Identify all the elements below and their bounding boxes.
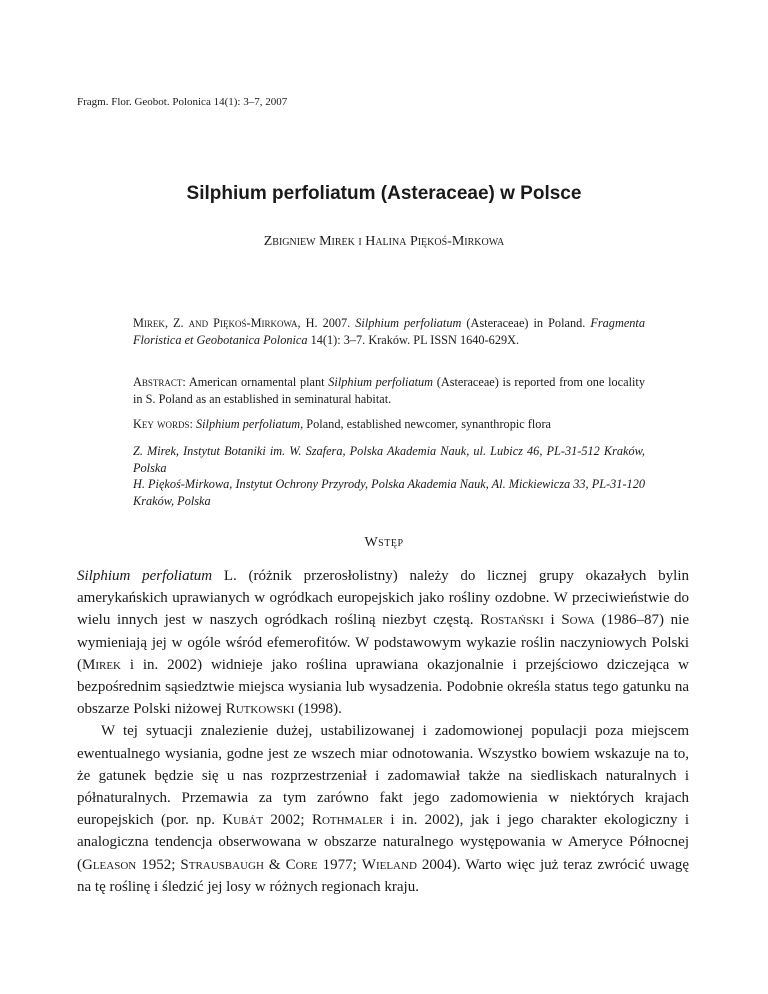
p1-t5: (1998). (294, 701, 342, 718)
p2-a4: Strausbaugh (180, 856, 264, 873)
citation-author1: Mirek (133, 316, 165, 330)
citation-author2: Piękoś-Mirkowa (213, 316, 298, 330)
author-line (0, 234, 768, 250)
p2-t2: 2002; (263, 812, 312, 829)
p2-t6: 1977; (317, 856, 362, 873)
address-2: H. Piękoś-Mirkowa, Instytut Ochrony Przyrody, Polska Akademia Nauk, Al. Mickiewicza 33, PL-31-120 Kraków, Polska (133, 477, 645, 508)
p2-a1: Kubát (222, 812, 264, 829)
keywords-label: Key words (133, 417, 190, 431)
author-join: i (354, 234, 366, 249)
abstract-species: Silphium perfoliatum (328, 375, 434, 389)
citation-journal: Fragmenta Floristica et Geobotanica Polonica (133, 316, 645, 347)
addresses-block (133, 443, 645, 509)
p1-t2: i (543, 612, 562, 629)
p1-species: Silphium perfoliatum (77, 568, 213, 584)
citation-species: Silphium perfoliatum (355, 316, 462, 330)
abstract-label: Abstract (133, 375, 183, 389)
keywords-sep: : (189, 417, 196, 431)
p1-a4: Rutkowski (225, 701, 295, 718)
address-1: Z. Mirek, Instytut Botaniki im. W. Szafera, Polska Akademia Nauk, ul. Lubicz 46, PL-31-512 Kraków, Polska (133, 444, 645, 475)
abstract-block (133, 374, 645, 407)
article-title (0, 183, 768, 205)
p2-t3: i in. 2002), jak i jego charakter ekologiczny i analogiczna tendencja obserwowana w obszarze naturalnego występowania w Ameryce Północnej ( (77, 812, 689, 873)
citation-year: , H. 2007. (297, 316, 356, 330)
paragraph-1 (77, 565, 689, 720)
p2-a6: Wieland (361, 856, 417, 873)
section-heading: Wstęp (364, 535, 404, 550)
body-text (77, 565, 689, 898)
keywords-block (133, 416, 645, 433)
title-species: Silphium perfoliatum (186, 183, 376, 204)
abstract-text2: (Asteraceae) is reported from one locality in S. Poland as an established in seminatural habitat. (133, 375, 645, 406)
p2-a5: Core (285, 856, 318, 873)
journal-header: Fragm. Flor. Geobot. Polonica 14(1): 3–7, 2007 (77, 96, 288, 108)
p2-a3: Gleason (82, 856, 137, 873)
citation-block (133, 315, 645, 348)
title-rest: (Asteraceae) w Polsce (375, 183, 582, 204)
author1-first: Zbigniew (263, 234, 316, 249)
p1-a1: Rostański (480, 612, 544, 629)
p1-a3: Mirek (82, 656, 122, 673)
abstract-text1: : American ornamental plant (182, 375, 329, 389)
keywords-species: Silphium perfoliatum, (195, 417, 304, 431)
p1-t4: i in. 2002) widnieje jako roślina uprawiana okazjonalnie i przejściowo dziczejąca w bezpośrednim sąsiedztwie miejsca wysiania lub wysadzenia. Podobnie określa status tego gatunku na obszarze Polski niżowej (77, 656, 689, 718)
p2-t7: 2004). Warto więc już teraz zwrócić uwagę na tę roślinę i śledzić jej losy w różnych regionach kraju. (77, 856, 690, 895)
citation-and: , Z. and (164, 316, 214, 330)
author2-last: Piękoś-Mirkowa (409, 234, 505, 249)
p2-t5: & (263, 856, 286, 873)
p1-t3: (1986–87) nie wymieniają jej w ogóle wśród efemerofitów. W podstawowym wykazie roślin naczyniowych Polski ( (77, 612, 689, 673)
citation-title-rest: (Asteraceae) in Poland. (461, 316, 591, 330)
citation-details: 14(1): 3–7. Kraków. PL ISSN 1640-629X. (307, 332, 520, 347)
p2-t4: 1952; (136, 856, 181, 873)
p1-t1: L. (różnik przerosłolistny) należy do licznej grupy okazałych bylin amerykańskich uprawianych w ogródkach europejskich jako rośliny ozdobne. W przeciwieństwie do wielu innych jest w naszych ogródkach rośliną niezbyt częstą. (77, 568, 689, 629)
p2-t1: W tej sytuacji znalezienie dużej, ustabilizowanej i zadomowionej populacji poza miejscem ewentualnego wysiania, godne jest ze wszech miar odnotowania. Wszystko bowiem wskazuje na to, że gatunek będzie się u nas rozprzestrzeniał i zadomawiał także na siedliskach naturalnych i półnaturalnych. Przemawia za tym zarówno fakt jego zadomowienia w niektórych krajach europejskich (por. np. (77, 723, 689, 829)
paragraph-2 (77, 720, 689, 898)
p2-a2: Rothmaler (311, 812, 384, 829)
author1-last: Mirek (319, 234, 355, 249)
p1-a2: Sowa (561, 612, 595, 629)
author2-first: Halina (365, 234, 407, 249)
keywords-rest: Poland, established newcomer, synanthropic flora (303, 417, 552, 431)
